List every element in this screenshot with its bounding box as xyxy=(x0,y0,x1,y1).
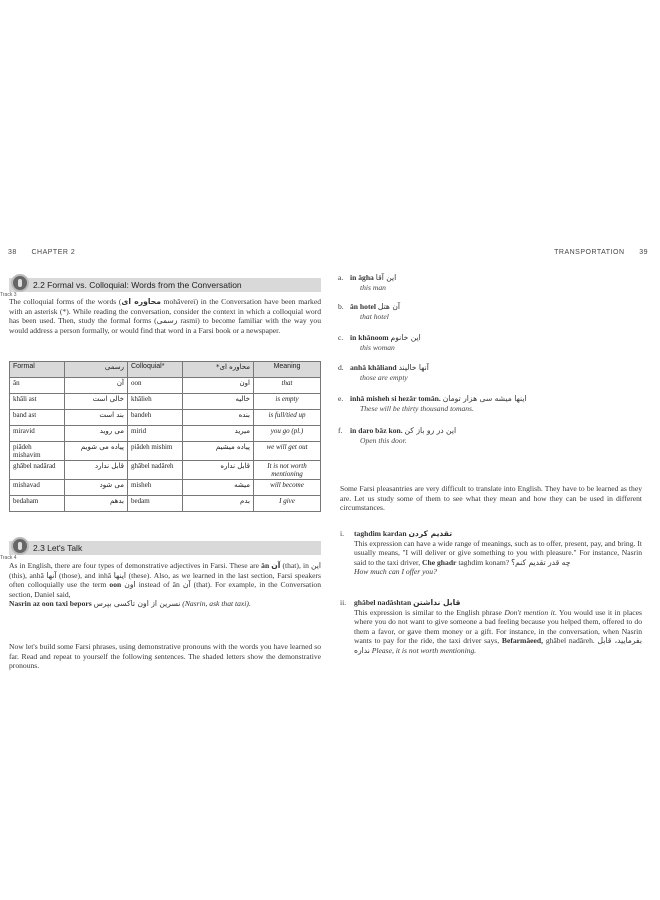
cell-formal-farsi: قابل ندارد xyxy=(65,461,128,480)
left-page-number: 38 xyxy=(8,249,17,256)
cell-colloquial-farsi: پیاده میشیم xyxy=(183,442,254,461)
item-number: ii. xyxy=(340,598,347,607)
cell-formal-farsi: می روید xyxy=(65,426,128,442)
table-header-row xyxy=(10,362,321,378)
cell-formal: miravid xyxy=(10,426,65,442)
example-farsi: این آقا xyxy=(375,273,397,282)
table-row xyxy=(10,378,321,394)
cell-meaning: that xyxy=(254,378,321,394)
example-gloss: These will be thirty thousand tomans. xyxy=(360,403,474,413)
right-page xyxy=(330,0,660,900)
cell-meaning: It is not worth mentioning xyxy=(254,461,321,480)
section-2-2-intro: The colloquial forms of the words (محاوره ای mohâvereï) in the Conversation have been marked with an asterisk (*). While reading the conversation, consider the context in which a colloquial word has been used. Then, study the formal forms (رسمی rasmi) to become familiar with the way you would address a person formally, or would find that word in a Farsi book or a newspaper. xyxy=(9,297,321,335)
table-row xyxy=(10,394,321,410)
example-latin: anhâ khâliand xyxy=(350,363,397,372)
example-item xyxy=(338,426,650,445)
table-row xyxy=(10,426,321,442)
cell-colloquial: misheh xyxy=(128,480,183,496)
cell-formal-farsi: بدهم xyxy=(65,496,128,512)
example-item xyxy=(338,302,650,321)
pleasantry-item-ghabel: ghâbel nadâshtan قابل نداشتن This expression is similar to the English phrase Don't mention it. You would use it in places where you do not want to give someone a bad feeling because you helped them, offered to do them a favor, or gave them money or a gift. For instance, in the conversation, when Nasrin wants to pay for the ride, the taxi driver says, Befarmâeed, ghâbel nadâreh. بفرمایید، قابل نداره Please, it is not worth mentioning. xyxy=(354,598,643,655)
table-row xyxy=(10,410,321,426)
cell-colloquial-farsi: اون xyxy=(183,378,254,394)
cell-meaning: I give xyxy=(254,496,321,512)
cell-colloquial-farsi: بنده xyxy=(183,410,254,426)
left-running-head xyxy=(8,249,75,256)
cell-colloquial-farsi: خالیه xyxy=(183,394,254,410)
cell-colloquial: bedam xyxy=(128,496,183,512)
cell-formal-farsi: خالی است xyxy=(65,394,128,410)
cell-colloquial: ghâbel nadâreh xyxy=(128,461,183,480)
section-2-3-paragraph-1: As in English, there are four types of demonstrative adjectives in Farsi. These are ân آن (that), in این (this), anhâ آنها (those), and inhâ اینها (these). Also, as we learned in the last section, Farsi speakers often colloquially use the term oon اون instead of ân آن (that). For example, in the Conversation section, Daniel said, Nasrin az oon taxi bepors نسرین از اون تاکسی بپرس (Nasrin, ask that taxi). xyxy=(9,561,321,609)
cell-colloquial: bandeh xyxy=(128,410,183,426)
cell-meaning: is empty xyxy=(254,394,321,410)
cell-meaning: will become xyxy=(254,480,321,496)
cell-formal: piâdeh mishavim xyxy=(10,442,65,461)
example-farsi: آن هتل xyxy=(377,302,401,311)
example-farsi: این خانوم xyxy=(390,333,421,342)
example-farsi: آنها خالیند xyxy=(398,363,429,372)
example-latin: in khânoom xyxy=(350,333,389,342)
example-latin: in daro bâz kon. xyxy=(350,426,403,435)
table-row xyxy=(10,461,321,480)
pleasantries-intro: Some Farsi pleasantries are very difficult to translate into English. They have to be learned as they are. Let us study some of them to see what they mean and how they can be used in different circumstances. xyxy=(340,484,642,513)
section-2-2-title: 2.2 Formal vs. Colloquial: Words from the Conversation xyxy=(33,280,242,290)
example-number: d. xyxy=(338,363,344,372)
cell-formal-farsi: می شود xyxy=(65,480,128,496)
formal-colloquial-table xyxy=(9,361,321,512)
cell-meaning: we will get out xyxy=(254,442,321,461)
example-farsi: اینها میشه سی هزار تومان xyxy=(442,394,527,403)
example-farsi: این در رو باز کن xyxy=(404,426,457,435)
cell-formal: bedaham xyxy=(10,496,65,512)
example-gloss: Open this door. xyxy=(360,435,407,445)
cell-colloquial: piâdeh mishim xyxy=(128,442,183,461)
example-latin: in âgha xyxy=(350,273,374,282)
example-item xyxy=(338,363,650,382)
section-2-3-track-label: Track 4 xyxy=(0,555,17,561)
right-chapter-label: TRANSPORTATION xyxy=(554,249,625,256)
section-2-3-header xyxy=(9,541,321,555)
col-colloquial-farsi: محاوره ای* xyxy=(183,362,254,378)
pleasantry-item-taghdim: taghdim kardan تقدیم کردن This expression can have a wide range of meanings, such as to offer, present, pay, and bring. It usually means, "I will deliver or give something to you with pleasure." For instance, Nasrin said to the taxi driver, Che ghadr taghdim konam? چه قدر تقدیم کنم؟ How much can I offer you? xyxy=(354,529,642,577)
example-number: b. xyxy=(338,302,344,311)
cell-colloquial-farsi: میشه xyxy=(183,480,254,496)
audio-track-icon xyxy=(11,537,29,555)
right-running-head xyxy=(554,249,648,256)
example-item xyxy=(338,394,650,413)
cell-formal-farsi: آن xyxy=(65,378,128,394)
example-latin: ân hotel xyxy=(350,302,376,311)
table-row xyxy=(10,442,321,461)
cell-formal-farsi: پیاده می شویم xyxy=(65,442,128,461)
section-2-2-header xyxy=(9,278,321,292)
example-item xyxy=(338,333,650,352)
section-2-2-track-label: Track 3 xyxy=(0,292,17,298)
example-number: a. xyxy=(338,273,344,282)
table-row xyxy=(10,480,321,496)
col-meaning: Meaning xyxy=(254,362,321,378)
right-page-number: 39 xyxy=(639,249,648,256)
cell-colloquial: khâlieh xyxy=(128,394,183,410)
example-item xyxy=(338,273,650,292)
cell-formal: mishavad xyxy=(10,480,65,496)
example-gloss: this man xyxy=(360,282,386,292)
table-row xyxy=(10,496,321,512)
cell-meaning: you go (pl.) xyxy=(254,426,321,442)
cell-colloquial: mirid xyxy=(128,426,183,442)
cell-formal: band ast xyxy=(10,410,65,426)
section-2-3-paragraph-2: Now let's build some Farsi phrases, using demonstrative pronouns with the words you have learned so far. Read and repeat to yourself the following sentences. The shaded letters show the demonstrative pronouns. xyxy=(9,642,321,671)
example-number: c. xyxy=(338,333,344,342)
cell-colloquial-farsi: میرید xyxy=(183,426,254,442)
cell-formal: ghâbel nadârad xyxy=(10,461,65,480)
section-2-3-title: 2.3 Let's Talk xyxy=(33,543,83,553)
cell-meaning: is full/tied up xyxy=(254,410,321,426)
example-number: e. xyxy=(338,394,344,403)
cell-formal: khâli ast xyxy=(10,394,65,410)
audio-track-icon xyxy=(11,274,29,292)
col-formal: Formal xyxy=(10,362,65,378)
cell-colloquial: oon xyxy=(128,378,183,394)
cell-colloquial-farsi: بدم xyxy=(183,496,254,512)
cell-formal: ân xyxy=(10,378,65,394)
cell-colloquial-farsi: قابل نداره xyxy=(183,461,254,480)
example-gloss: those are empty xyxy=(360,372,408,382)
example-gloss: that hotel xyxy=(360,311,389,321)
cell-formal-farsi: بند است xyxy=(65,410,128,426)
left-chapter-label: CHAPTER 2 xyxy=(31,249,76,256)
col-formal-farsi: رسمی xyxy=(65,362,128,378)
item-number: i. xyxy=(340,529,345,538)
col-colloquial: Colloquial* xyxy=(128,362,183,378)
example-gloss: this woman xyxy=(360,342,395,352)
example-number: f. xyxy=(338,426,343,435)
example-latin: inhâ misheh si hezâr tomân. xyxy=(350,394,441,403)
